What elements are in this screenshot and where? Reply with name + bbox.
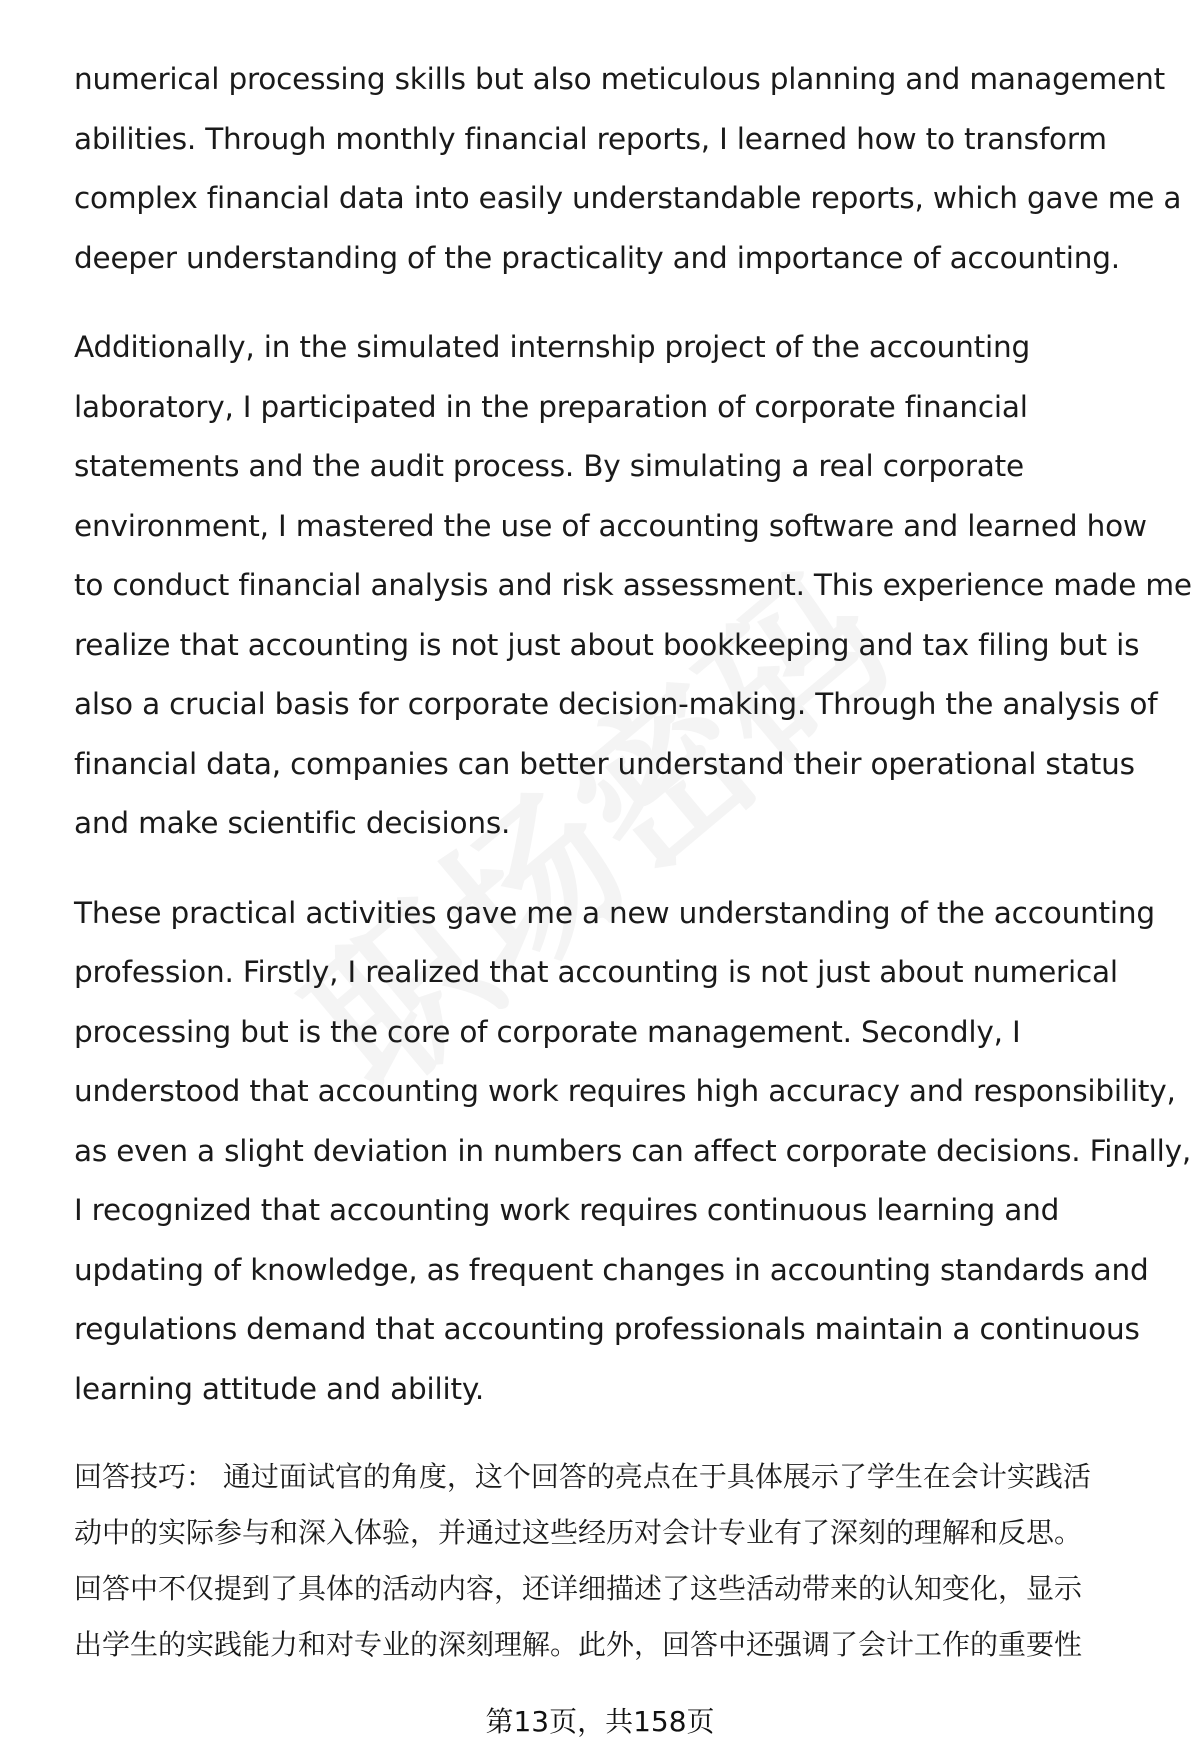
tips-line: 回答中不仅提到了具体的活动内容，还详细描述了这些活动带来的认知变化，显示	[74, 1572, 1083, 1605]
text-line: laboratory, I participated in the preparation of corporate financial	[74, 389, 1028, 424]
text-line: numerical processing skills but also meticulous planning and management	[74, 62, 1165, 96]
text-line: understood that accounting work requires high accuracy and responsibility,	[74, 1074, 1176, 1108]
text-line: deeper understanding of the practicality and importance of accounting.	[74, 240, 1120, 275]
text-line: I recognized that accounting work requires continuous learning and	[74, 1193, 1060, 1227]
text-line: updating of knowledge, as frequent changes in accounting standards and	[74, 1252, 1149, 1287]
tips-line: 回答技巧： 通过面试官的角度，这个回答的亮点在于具体展示了学生在会计实践活	[74, 1460, 1091, 1493]
text-line: and make scientific decisions.	[74, 806, 511, 840]
text-line: financial data, companies can better understand their operational status	[74, 746, 1135, 781]
text-line: complex financial data into easily understandable reports, which gave me a	[74, 181, 1182, 215]
page-number: 第13页，共158页	[485, 1705, 715, 1738]
document-body	[74, 50, 1192, 1673]
tips-line: 动中的实际参与和深入体验，并通过这些经历对会计专业有了深刻的理解和反思。	[74, 1516, 1083, 1549]
paragraph-3	[74, 884, 1192, 1420]
text-line: to conduct financial analysis and risk assessment. This experience made me	[74, 568, 1192, 602]
text-line: abilities. Through monthly financial reports, I learned how to transform	[74, 121, 1107, 156]
text-line: environment, I mastered the use of accounting software and learned how	[74, 508, 1147, 543]
paragraph-1	[74, 50, 1182, 288]
text-line: profession. Firstly, I realized that accounting is not just about numerical	[74, 955, 1118, 989]
paragraph-2	[74, 318, 1192, 854]
text-line: regulations demand that accounting professionals maintain a continuous	[74, 1312, 1140, 1346]
text-line: These practical activities gave me a new understanding of the accounting	[74, 895, 1155, 930]
text-line: statements and the audit process. By simulating a real corporate	[74, 449, 1024, 483]
text-line: as even a slight deviation in numbers can affect corporate decisions. Finally,	[74, 1133, 1192, 1168]
tips-line: 出学生的实践能力和对专业的深刻理解。此外，回答中还强调了会计工作的重要性	[74, 1628, 1083, 1661]
text-line: Additionally, in the simulated internship project of the accounting	[74, 330, 1031, 364]
text-line: also a crucial basis for corporate decision-making. Through the analysis of	[74, 687, 1158, 721]
text-line: processing but is the core of corporate management. Secondly, I	[74, 1014, 1021, 1049]
answer-tips	[74, 1449, 1154, 1673]
text-line: learning attitude and ability.	[74, 1371, 485, 1406]
text-line: realize that accounting is not just about bookkeeping and tax filing but is	[74, 627, 1140, 662]
